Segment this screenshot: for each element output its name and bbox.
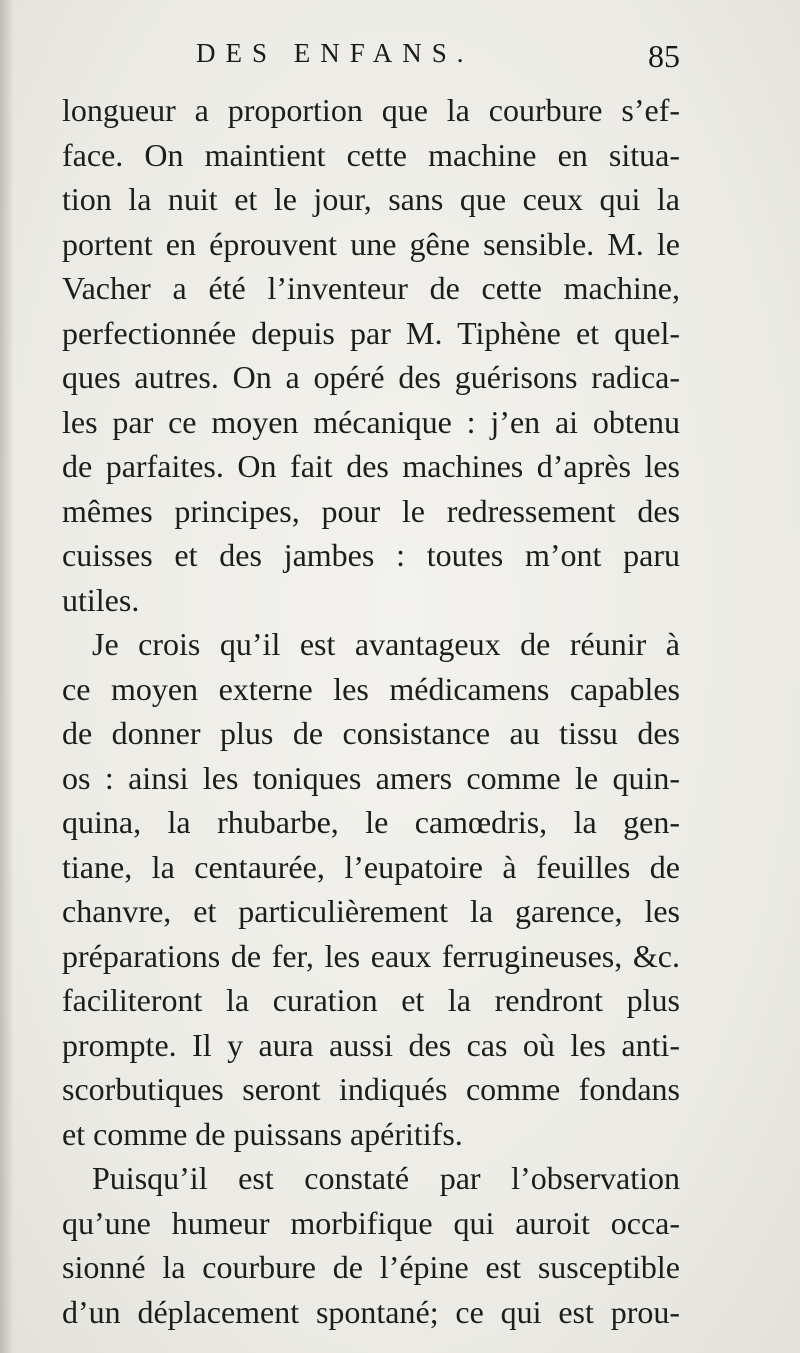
text-line: perfectionnée depuis par M. Tiphène et quel-	[62, 314, 680, 351]
text-line: sionné la courbure de l’épine est susceptible	[62, 1249, 680, 1285]
text-line: utiles.	[62, 581, 140, 618]
text-line: Puisqu’il est constaté par l’observation	[92, 1160, 680, 1196]
text-line: ques autres. On a opéré des guérisons radica-	[62, 359, 680, 395]
text-line: scorbutiques seront indiqués comme fondans	[62, 1071, 680, 1107]
text-line: Je crois qu’il est avantageux de réunir à	[92, 626, 680, 662]
running-title: DES ENFANS.	[196, 38, 474, 68]
text-line: ce moyen externe les médicamens capables	[62, 670, 680, 707]
text-line: qu’une humeur morbifique qui auroit occa-	[62, 1204, 680, 1241]
page-number: 85	[648, 38, 680, 74]
text-line: préparations de fer, les eaux ferrugineuses, &c.	[62, 937, 680, 974]
text-line: de parfaites. On fait des machines d’après les	[62, 448, 680, 484]
text-line: longueur a proportion que la courbure s’ef-	[62, 92, 680, 128]
text-line: tion la nuit et le jour, sans que ceux qui la	[62, 181, 680, 217]
text-line: et comme de puissans apéritifs.	[62, 1115, 463, 1152]
text-line: faciliteront la curation et la rendront plus	[62, 982, 680, 1018]
text-line: les par ce moyen mécanique : j’en ai obtenu	[62, 403, 680, 440]
text-line: tiane, la centaurée, l’eupatoire à feuilles de	[62, 848, 680, 885]
page-header	[0, 38, 800, 84]
text-line: cuisses et des jambes : toutes m’ont paru	[62, 537, 680, 573]
text-line: d’un déplacement spontané; ce qui est prou-	[62, 1293, 680, 1330]
text-line: mêmes principes, pour le redressement des	[62, 492, 680, 529]
text-line: quina, la rhubarbe, le camœdris, la gen-	[62, 804, 680, 840]
page-fold-shadow	[0, 0, 14, 1353]
text-line: prompte. Il y aura aussi des cas où les anti-	[62, 1026, 680, 1063]
text-line: os : ainsi les toniques amers comme le quin-	[62, 759, 680, 796]
text-line: portent en éprouvent une gêne sensible. M. le	[62, 225, 680, 262]
text-line: Vacher a été l’inventeur de cette machine,	[62, 270, 680, 306]
text-line: de donner plus de consistance au tissu des	[62, 715, 680, 751]
text-line: chanvre, et particulièrement la garence, les	[62, 893, 680, 929]
text-line: face. On maintient cette machine en situa-	[62, 136, 680, 173]
